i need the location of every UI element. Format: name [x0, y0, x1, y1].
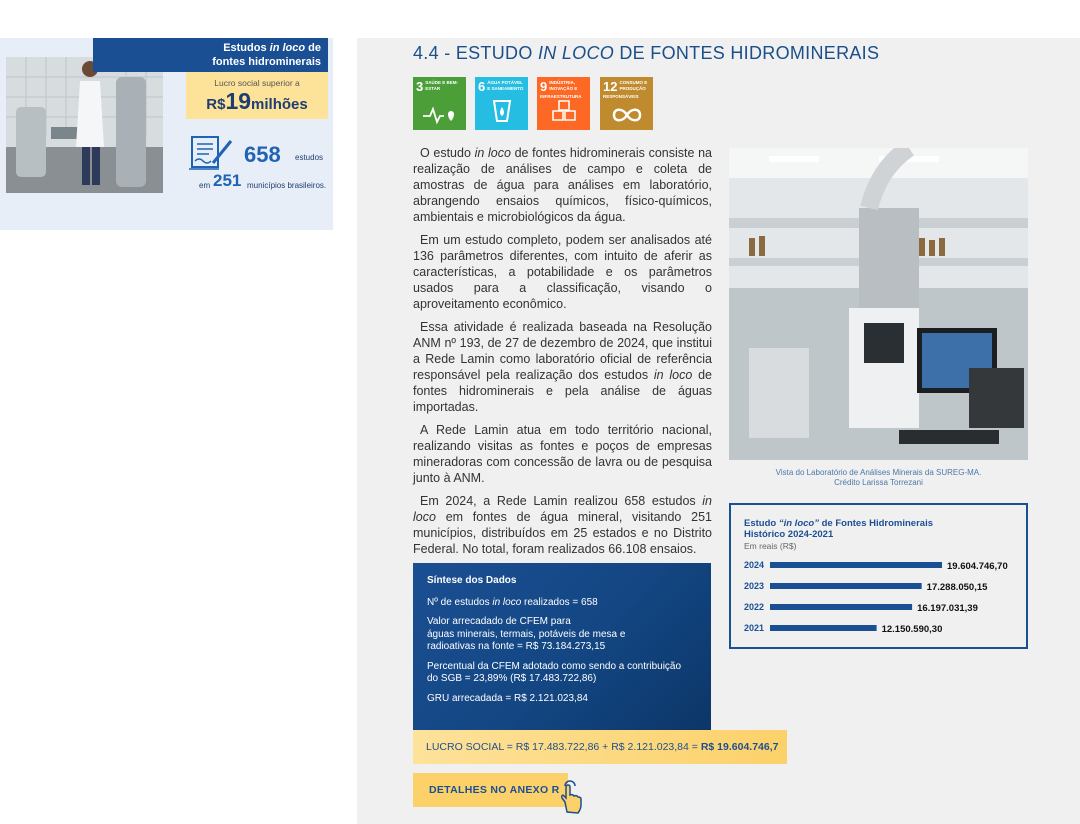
bar-category-label: 2022 — [744, 602, 765, 612]
bar-chart — [740, 556, 1025, 641]
body-text — [413, 145, 712, 564]
heartbeat-icon — [423, 105, 457, 125]
technician-photo — [6, 57, 163, 193]
bar-value-label: 17.288.050,15 — [926, 582, 988, 593]
municipalities-suffix: municípios brasileiros. — [247, 181, 327, 190]
page-title: 4.4 - ESTUDO IN LOCO DE FONTES HIDROMINERAIS — [413, 43, 880, 63]
bar-value-label: 12.150.590,30 — [881, 624, 943, 635]
pointer-hand-icon[interactable] — [556, 780, 584, 814]
bar-2021 — [770, 625, 877, 631]
synthesis-item-gru: GRU arrecadada = R$ 2.121.023,84 — [427, 692, 588, 704]
social-profit-bar: LUCRO SOCIAL = R$ 17.483.722,86 + R$ 2.121.023,84 = R$ 19.604.746,7 — [413, 730, 787, 764]
synthesis-item-cfem: Valor arrecadado de CFEM para águas minerais, termais, potáveis de mesa e radioativas na fonte = R$ 73.184.273,15 — [427, 616, 626, 652]
paragraph-3: Essa atividade é realizada baseada na Resolução ANM nº 193, de 27 de dezembro de 2024, que institui a Rede Lamin como laboratório oficial de referência responsável pela realização dos estudos in loco de fontes hidrominerais e pela análise de águas importadas. — [413, 320, 712, 414]
sdg-9-badge: 9 INDÚSTRIA, INOVAÇÃO E INFRAESTRUTURA — [537, 77, 590, 130]
paragraph-5: Em 2024, a Rede Lamin realizou 658 estudos in loco em fontes de água mineral, visitando 251 municípios, distribuídos em 25 estados e no Distrito Federal. No total, foram realizados 66.108 ensaios. — [413, 494, 712, 556]
summary-title: Estudos in loco de fontes hidrominerais — [93, 38, 328, 72]
municipalities-prefix: em — [199, 181, 211, 190]
cubes-icon — [547, 99, 581, 125]
studies-unit: estudos — [295, 153, 324, 162]
synthesis-item-studies: Nº de estudos in loco realizados = 658 — [427, 596, 598, 608]
photo-caption: Vista do Laboratório de Análises Minerais da SUREG-MA. Crédito Larissa Torrezani — [775, 468, 982, 487]
data-synthesis-box — [413, 563, 711, 730]
studies-count: 658 — [244, 142, 281, 167]
bar-2024 — [770, 562, 942, 568]
sdg-12-badge: 12 CONSUMO E PRODUÇÃO RESPONSÁVEIS — [600, 77, 653, 130]
paragraph-2: Em um estudo completo, podem ser analisados até 136 parâmetros diferentes, com intuito de aferir as características, a potabilidade e os parâmetros usados para a classificação, visando o aproveitamento econômico. — [413, 233, 712, 311]
infinity-icon — [610, 105, 644, 125]
laboratory-photo — [729, 148, 1028, 460]
water-glass-icon — [485, 99, 519, 125]
bar-value-label: 16.197.031,39 — [917, 603, 978, 614]
synthesis-item-percentage: Percentual da CFEM adotado como sendo a contribuição do SGB = 23,89% (R$ 17.483.722,86) — [427, 660, 682, 684]
chart-subtitle: Em reais (R$) — [744, 541, 797, 551]
sdg-3-badge: 3 SAÚDE E BEM-ESTAR — [413, 77, 466, 130]
profit-value: R$19milhões — [206, 88, 308, 114]
bar-2023 — [770, 583, 922, 589]
profit-label: Lucro social superior a — [214, 78, 300, 88]
chart-title: Estudo “in loco” de Fontes Hidrominerais Histórico 2024-2021 — [744, 518, 933, 540]
profit-highlight — [186, 72, 328, 119]
bar-category-label: 2021 — [744, 623, 765, 633]
paragraph-1: O estudo in loco de fontes hidrominerais consiste na realização de análises de campo e coleta de amostras de água para análises em laboratório, abrangendo ensaios químicos, físico-químicos, ambientais e microbiológicos da água. — [413, 146, 712, 224]
document-pen-icon — [189, 135, 235, 171]
bar-2022 — [770, 604, 912, 610]
synthesis-heading: Síntese dos Dados — [427, 575, 517, 586]
annex-details-button[interactable]: DETALHES NO ANEXO R — [413, 773, 568, 807]
paragraph-4: A Rede Lamin atua em todo território nacional, realizando visitas as fontes e poços de empresas mineradoras com concessão de lavra ou de pesquisa junto à ANM. — [413, 423, 712, 485]
municipalities-count: 251 — [213, 171, 242, 190]
bar-value-label: 19.604.746,70 — [947, 561, 1008, 572]
bar-category-label: 2024 — [744, 560, 765, 570]
bar-category-label: 2023 — [744, 581, 765, 591]
sdg-6-badge: 6 ÁGUA POTÁVEL E SANEAMENTO — [475, 77, 528, 130]
